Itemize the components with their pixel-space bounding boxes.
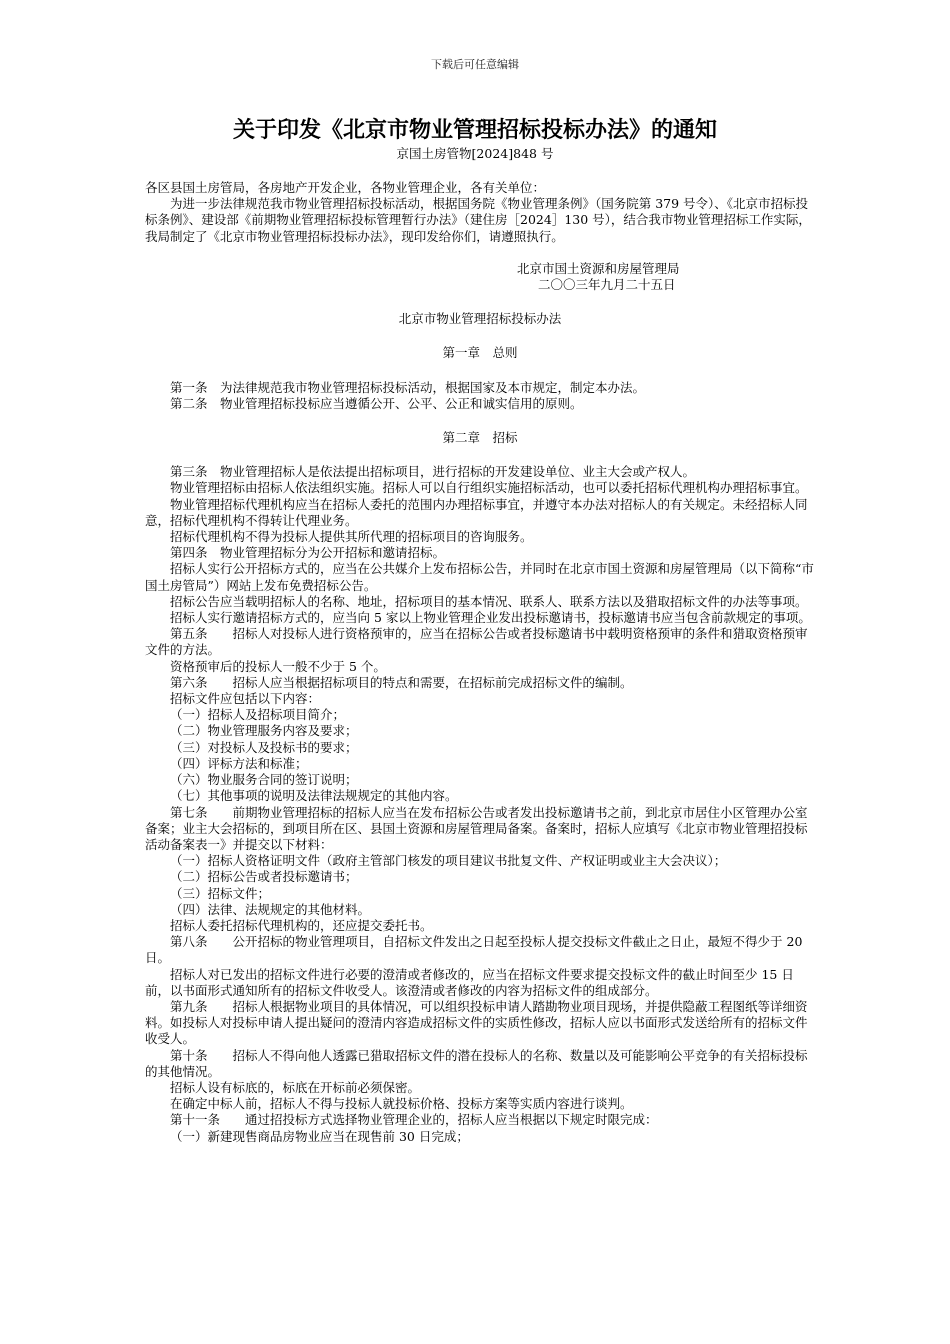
paragraph: 招标文件应包括以下内容： bbox=[170, 691, 321, 707]
list-item: （三）招标文件； bbox=[170, 885, 271, 901]
list-item: （一）招标人及招标项目简介； bbox=[170, 707, 346, 723]
article-text: 前期物业管理招标的招标人应当在发布招标公告或者发出投标邀请书之前，到北京市居住小区管理办公室备案；业主大会招标的，到项目所在区、县国土资源和房屋管理局备案。备案时，招标人应填写《北京市物业管理招投标活动备案表一》并提交以下材料： bbox=[145, 804, 808, 852]
article-11 bbox=[145, 1112, 815, 1128]
article-text: 物业管理招标投标应当遵循公开、公平、公正和诚实信用的原则。 bbox=[220, 395, 583, 411]
article-text: 招标人对投标人进行资格预审的，应当在招标公告或者投标邀请书中载明资格预审的条件和猎取资格预审文件的方法。 bbox=[145, 626, 808, 658]
paragraph: 招标人实行邀请招标方式的，应当向 5 家以上物业管理企业发出投标邀请书，投标邀请书应当包含前款规定的事项。 bbox=[170, 610, 811, 626]
article-10 bbox=[145, 1048, 815, 1080]
list-item: （四）评标方法和标准； bbox=[170, 755, 308, 771]
paragraph: 招标人委托招标代理机构的，还应提交委托书。 bbox=[170, 917, 433, 933]
paragraph: 招标代理机构不得为投标人提供其所代理的招标项目的咨询服务。 bbox=[170, 529, 533, 545]
document-number: 京国土房管物[2024]848 号 bbox=[396, 146, 554, 161]
chapter-heading-1: 第一章 总则 bbox=[442, 345, 518, 361]
document-title: 关于印发《北京市物业管理招标投标办法》的通知 bbox=[232, 118, 717, 143]
issue-date: 二〇〇三年九月二十五日 bbox=[538, 277, 676, 293]
article-6 bbox=[145, 675, 815, 691]
list-item: （一）新建现售商品房物业应当在现售前 30 日完成； bbox=[170, 1128, 469, 1144]
article-text: 通过招投标方式选择物业管理企业的，招标人应当根据以下规定时限完成： bbox=[245, 1112, 658, 1128]
article-4 bbox=[145, 545, 815, 561]
article-text: 物业管理招标人是依法提出招标项目，进行招标的开发建设单位、业主大会或产权人。 bbox=[220, 464, 696, 480]
article-number: 第十一条 bbox=[170, 1112, 221, 1128]
article-3 bbox=[145, 464, 815, 480]
article-number: 第四条 bbox=[170, 545, 208, 561]
paragraph: 物业管理招标代理机构应当在招标人委托的范围内办理招标事宜，并遵守本办法对招标人的有关规定。未经招标人同意，招标代理机构不得转让代理业务。 bbox=[145, 496, 808, 528]
article-number: 第七条 bbox=[170, 804, 208, 820]
measures-title: 北京市物业管理招标投标办法 bbox=[398, 311, 562, 327]
article-number: 第二条 bbox=[170, 395, 208, 411]
list-item: （六）物业服务合同的签订说明； bbox=[170, 772, 358, 788]
list-item: （一）招标人资格证明文件（政府主管部门核发的项目建议书批复文件、产权证明或业主大会决议）； bbox=[170, 853, 727, 869]
paragraph: 招标人对已发出的招标文件进行必要的澄清或者修改的，应当在招标文件要求提交投标文件的截止时间至少 15 日前，以书面形式通知所有的招标文件收受人。该澄清或者修改的内容为招标文件的组成部分。 bbox=[145, 966, 794, 998]
article-8 bbox=[145, 934, 815, 966]
paragraph: 在确定中标人前，招标人不得与投标人就投标价格、投标方案等实质内容进行谈判。 bbox=[170, 1096, 633, 1112]
article-1 bbox=[145, 380, 815, 396]
article-text: 招标人不得向他人透露已猎取招标文件的潜在投标人的名称、数量以及可能影响公平竞争的有关招标投标的其他情况。 bbox=[145, 1047, 808, 1079]
list-item: （四）法律、法规规定的其他材料。 bbox=[170, 901, 371, 917]
article-text: 公开招标的物业管理项目，自招标文件发出之日起至投标人提交投标文件截止之日止，最短不得少于 20 日。 bbox=[145, 934, 803, 966]
article-number: 第一条 bbox=[170, 379, 208, 395]
article-2 bbox=[145, 396, 815, 412]
article-text: 物业管理招标分为公开招标和邀请招标。 bbox=[220, 545, 446, 561]
salutation: 各区县国土房管局，各房地产开发企业，各物业管理企业，各有关单位： bbox=[145, 180, 546, 195]
list-item: （三）对投标人及投标书的要求； bbox=[170, 739, 358, 755]
article-7 bbox=[145, 805, 815, 854]
intro-paragraph: 为进一步法律规范我市物业管理招标投标活动，根据国务院《物业管理条例》（国务院第 379 号令）、《北京市招标投标条例》、建设部《前期物业管理招标投标管理暂行办法》（建住房［2024］130 号），结合我市物业管理招标工作实际，我局制定了《北京市物业管理招标投标办法》，现印发给你们，请遵照执行。 bbox=[145, 196, 811, 244]
list-item: （二）招标公告或者投标邀请书； bbox=[170, 869, 358, 885]
article-number: 第六条 bbox=[170, 674, 208, 690]
article-number: 第三条 bbox=[170, 464, 208, 480]
article-text: 招标人应当根据招标项目的特点和需要，在招标前完成招标文件的编制。 bbox=[232, 674, 633, 690]
paragraph: 招标人实行公开招标方式的，应当在公共媒介上发布招标公告，并同时在北京市国土资源和房屋管理局（以下简称“市国土房管局”）网站上发布免费招标公告。 bbox=[145, 561, 814, 593]
article-5 bbox=[145, 626, 815, 658]
article-text: 为法律规范我市物业管理招标投标活动，根据国家及本市规定，制定本办法。 bbox=[220, 379, 646, 395]
list-item: （二）物业管理服务内容及要求； bbox=[170, 723, 358, 739]
paragraph: 招标公告应当载明招标人的名称、地址，招标项目的基本情况、联系人、联系方法以及猎取招标文件的办法等事项。 bbox=[170, 593, 808, 609]
article-number: 第八条 bbox=[170, 934, 208, 950]
paragraph: 物业管理招标由招标人依法组织实施。招标人可以自行组织实施招标活动，也可以委托招标代理机构办理招标事宜。 bbox=[170, 480, 808, 496]
paragraph: 招标人设有标底的，标底在开标前必须保密。 bbox=[170, 1079, 421, 1095]
article-number: 第九条 bbox=[170, 998, 208, 1014]
list-item: （七）其他事项的说明及法律法规规定的其他内容。 bbox=[170, 788, 458, 804]
article-number: 第五条 bbox=[170, 626, 208, 642]
document-body bbox=[145, 180, 815, 1145]
header-note: 下载后可任意编辑 bbox=[431, 58, 519, 71]
issuer: 北京市国土资源和房屋管理局 bbox=[517, 260, 680, 276]
article-number: 第十条 bbox=[170, 1047, 208, 1063]
article-text: 招标人根据物业项目的具体情况，可以组织投标申请人踏勘物业项目现场，并提供隐蔽工程图纸等详细资料。如投标人对投标申请人提出疑问的澄清内容造成招标文件的实质性修改，招标人应以书面形式发送给所有的招标文件收受人。 bbox=[145, 998, 808, 1047]
chapter-heading-2: 第二章 招标 bbox=[442, 430, 518, 446]
article-9 bbox=[145, 999, 815, 1048]
paragraph: 资格预审后的投标人一般不少于 5 个。 bbox=[170, 658, 386, 674]
